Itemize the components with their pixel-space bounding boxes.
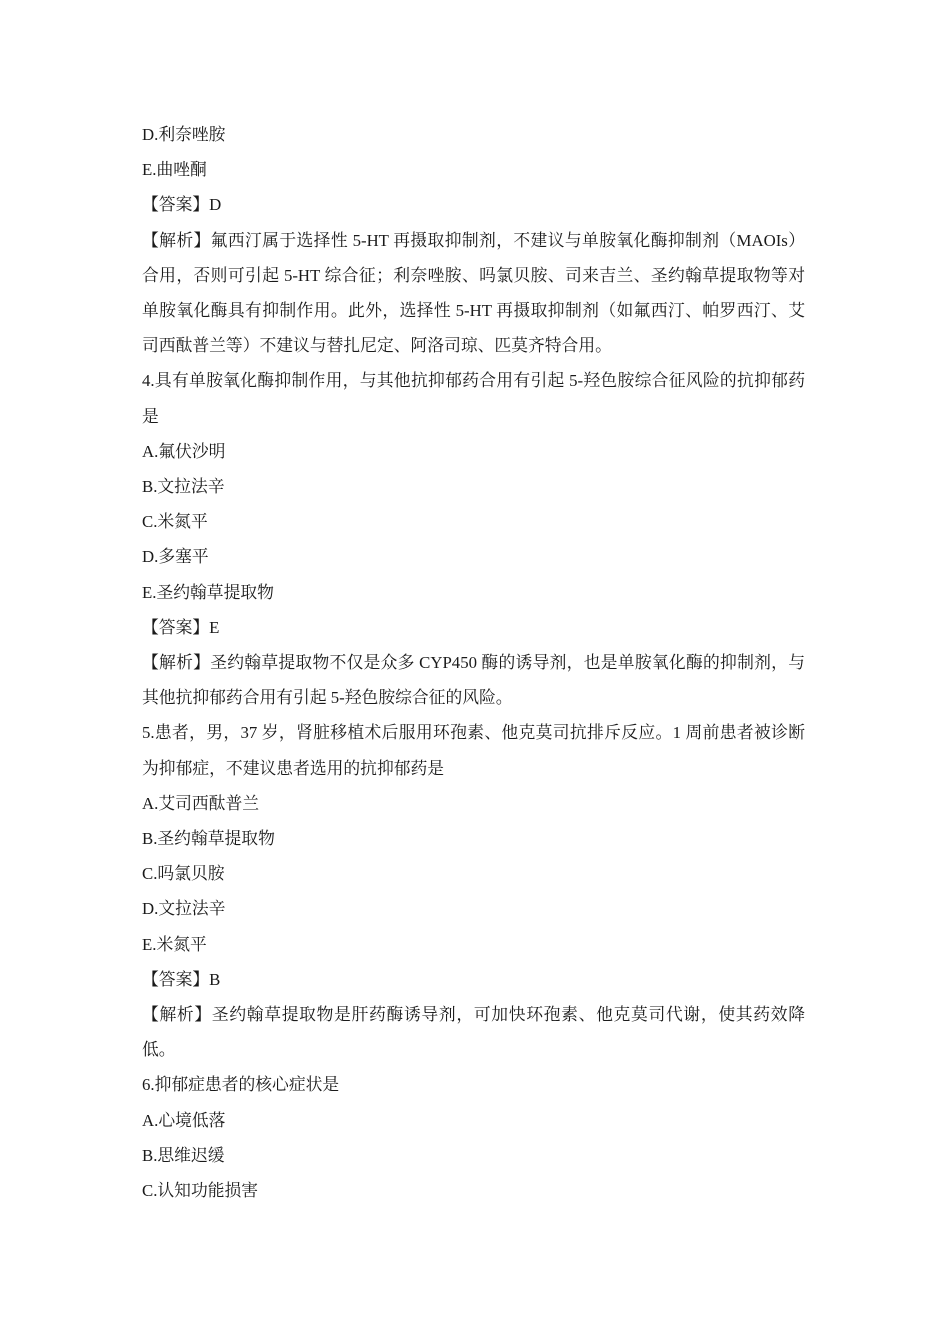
answer-option: A.氟伏沙明 bbox=[142, 441, 226, 461]
answer-option: E.曲唑酮 bbox=[142, 160, 207, 180]
explanation-text: 氟西汀属于选择性 5-HT 再摄取抑制剂，不建议与单胺氧化酶抑制剂（MAOIs）合用，否则可引起 5-HT 综合征；利奈唑胺、吗氯贝胺、司来吉兰、圣约翰草提取物等对单胺氧化酶具有抑制作用。此外，选择性 5-HT 再摄取抑制剂（如氟西汀、帕罗西汀、艾司西酞普兰等）不建议与替扎尼定、阿洛司琼、匹莫齐特合用。 bbox=[142, 230, 805, 356]
document-body bbox=[142, 117, 805, 1208]
answer-option: B.文拉法辛 bbox=[142, 477, 225, 497]
answer-line bbox=[142, 610, 805, 645]
answer-option: B.圣约翰草提取物 bbox=[142, 829, 275, 849]
explanation-line bbox=[142, 223, 805, 364]
explanation-text: 圣约翰草提取物不仅是众多 CYP450 酶的诱导剂，也是单胺氧化酶的抑制剂，与其他抗抑郁药合用有引起 5-羟色胺综合征的风险。 bbox=[142, 653, 805, 708]
answer-option: C.米氮平 bbox=[142, 512, 208, 532]
answer-option: B.思维迟缓 bbox=[142, 1145, 225, 1165]
explanation-label: 【解析】 bbox=[142, 653, 211, 673]
answer-option: E.米氮平 bbox=[142, 934, 207, 954]
explanation-label: 【解析】 bbox=[142, 230, 211, 250]
answer-label: 【答案】 bbox=[142, 195, 210, 215]
question-stem: 6.抑郁症患者的核心症状是 bbox=[142, 1075, 340, 1095]
answer-line bbox=[142, 187, 805, 222]
answer-option: E.圣约翰草提取物 bbox=[142, 582, 274, 602]
answer-label: 【答案】 bbox=[142, 969, 210, 989]
question-stem: 4.具有单胺氧化酶抑制作用，与其他抗抑郁药合用有引起 5-羟色胺综合征风险的抗抑郁药是 bbox=[142, 371, 805, 426]
answer-option: D.多塞平 bbox=[142, 547, 209, 567]
answer-option: D.利奈唑胺 bbox=[142, 125, 226, 144]
explanation-text: 圣约翰草提取物是肝药酶诱导剂，可加快环孢素、他克莫司代谢，使其药效降低。 bbox=[142, 1005, 805, 1060]
answer-label: 【答案】 bbox=[142, 617, 210, 637]
explanation-line bbox=[142, 645, 805, 715]
answer-option: C.吗氯贝胺 bbox=[142, 864, 225, 884]
answer-value: D bbox=[209, 195, 222, 215]
answer-value: B bbox=[209, 969, 221, 989]
explanation-label: 【解析】 bbox=[142, 1005, 212, 1025]
answer-option: A.艾司西酞普兰 bbox=[142, 793, 260, 813]
explanation-line bbox=[142, 997, 805, 1067]
answer-option: A.心境低落 bbox=[142, 1110, 226, 1130]
question-stem: 5.患者，男，37 岁，肾脏移植术后服用环孢素、他克莫司抗排斥反应。1 周前患者被诊断为抑郁症，不建议患者选用的抗抑郁药是 bbox=[142, 723, 805, 778]
answer-option: C.认知功能损害 bbox=[142, 1181, 259, 1201]
answer-value: E bbox=[209, 617, 220, 637]
answer-option: D.文拉法辛 bbox=[142, 899, 226, 919]
answer-line bbox=[142, 962, 805, 997]
